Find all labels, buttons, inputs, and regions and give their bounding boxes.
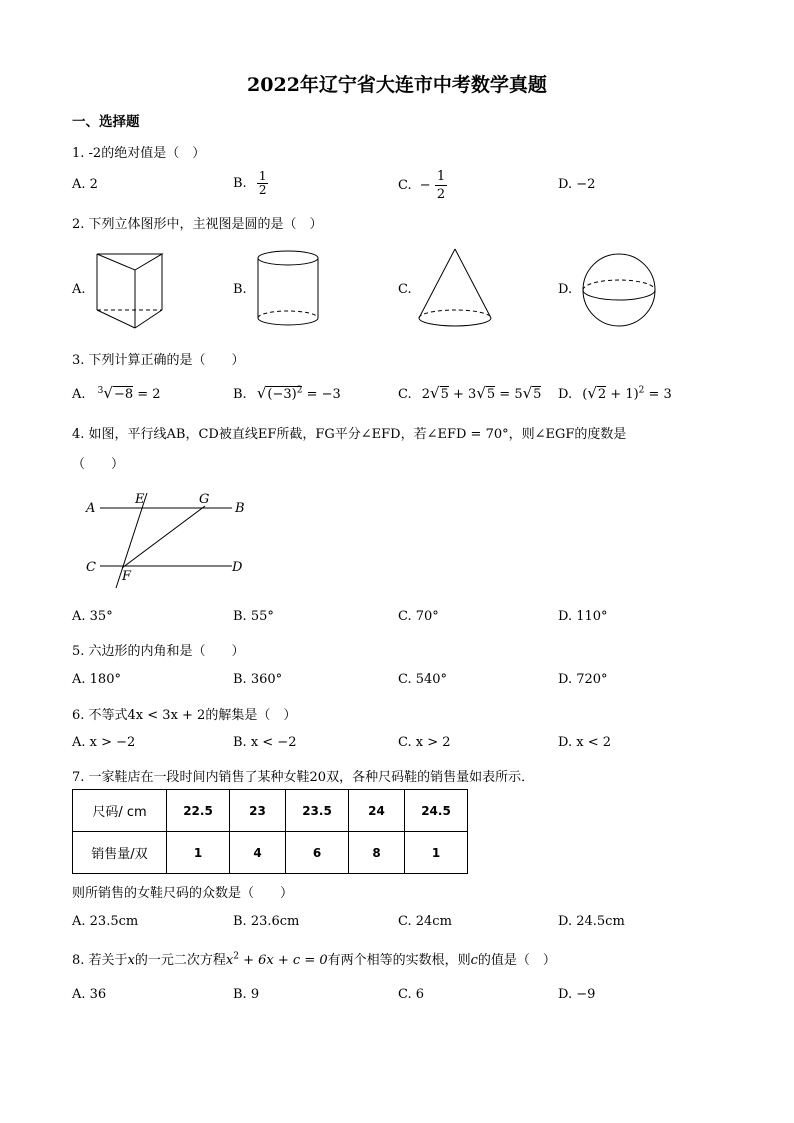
q5-option-a: A. 180° [72,672,121,687]
table-cell: 22.5 [167,790,230,832]
table-cell: 1 [405,832,468,874]
table-cell: 24.5 [405,790,468,832]
table-cell: 8 [349,832,405,874]
table-cell: 23 [230,790,286,832]
table-cell: 23.5 [286,790,349,832]
q2-option-b: B. [233,282,247,297]
triangular-prism-figure [92,248,172,332]
label-f: F [122,569,132,584]
fraction: $\frac{1}{2}$ [436,169,446,202]
label-g: G [199,492,210,507]
line-fg [122,506,205,568]
question-2-stem: 2. 下列立体图形中，主视图是圆的是（ ） [72,217,323,232]
label-a: A [86,501,96,516]
table-cell: 1 [167,832,230,874]
q7-option-c: C. 24cm [398,914,452,929]
question-4-stem-cont: （ ） [72,457,125,472]
question-3-stem: 3. 下列计算正确的是（ ） [72,353,245,368]
parallel-lines-figure [80,488,260,593]
table-header-sales: 销售量/双 [73,832,167,874]
q6-option-c: C. x > 2 [398,735,451,750]
shoe-size-table [72,789,468,874]
section-heading: 一、选择题 [72,114,140,130]
sphere-figure [580,252,664,330]
table-cell: 6 [286,832,349,874]
q4-option-c: C. 70° [398,609,439,624]
table-header-size: 尺码/ cm [73,790,167,832]
q7-option-a: A. 23.5cm [72,914,139,929]
question-6-stem: 6. 不等式4x < 3x + 2的解集是（ ） [72,708,297,723]
q8-option-c: C. 6 [398,987,425,1002]
q2-option-a: A. [72,282,86,297]
table-cell: 4 [230,832,286,874]
fraction: $\frac{1}{2}$ [258,169,267,197]
q1-option-d: D. −2 [558,177,596,192]
q6-option-b: B. x < −2 [233,735,297,750]
q3-option-c: C. 2√5 + 3√5 = 5√5 [398,384,542,402]
table-cell: 24 [349,790,405,832]
q4-option-a: A. 35° [72,609,113,624]
question-4-stem: 4. 如图，平行线AB，CD被直线EF所截，FG平分∠EFD，若∠EFD = 70°，则∠EGF的度数是 [72,427,627,442]
q8-option-d: D. −9 [558,987,596,1002]
table-row [73,790,468,832]
q8-option-b: B. 9 [233,987,260,1002]
q4-option-d: D. 110° [558,609,608,624]
q8-option-a: A. 36 [72,987,107,1002]
label-e: E [135,492,145,507]
question-5-stem: 5. 六边形的内角和是（ ） [72,644,245,659]
q5-option-c: C. 540° [398,672,448,687]
label-c: C [86,560,96,575]
q5-option-d: D. 720° [558,672,608,687]
question-7-stem: 7. 一家鞋店在一段时间内销售了某种女鞋20双，各种尺码鞋的销售量如表所示． [72,770,535,785]
question-7-prompt: 则所销售的女鞋尺码的众数是（ ） [72,886,294,901]
page-title: 2022年辽宁省大连市中考数学真题 [247,74,547,96]
question-1-stem: 1. -2的绝对值是（ ） [72,146,206,161]
q1-option-a: A. 2 [72,177,98,192]
q2-option-c: C. [398,282,412,297]
q1-option-c: C. − $\frac{1}{2}$ [398,169,446,202]
line-ef [116,493,147,588]
q3-option-d: D. $(√2 + 1)^2 = 3$ [558,384,672,402]
q4-option-b: B. 55° [233,609,274,624]
q2-option-d: D. [558,282,573,297]
q7-option-d: D. 24.5cm [558,914,625,929]
q5-option-b: B. 360° [233,672,283,687]
label-b: B [235,501,245,516]
table-row [73,832,468,874]
q6-option-d: D. x < 2 [558,735,611,750]
question-8-stem: 8. 若关于x的一元二次方程$x^2 + 6x + c = 0$有两个相等的实数根，则c的值是（ ） [72,951,556,968]
label-d: D [232,560,243,575]
q3-option-b: B. $√(-3)^2 = -3$ [233,384,341,402]
q1-option-b: B. $\frac{1}{2}$ [233,169,267,197]
q3-option-a: A. $^3$√−8 = 2 [72,384,161,402]
q7-option-b: B. 23.6cm [233,914,300,929]
q6-option-a: A. x > −2 [72,735,136,750]
cone-figure [414,246,496,332]
cylinder-figure [252,248,324,330]
